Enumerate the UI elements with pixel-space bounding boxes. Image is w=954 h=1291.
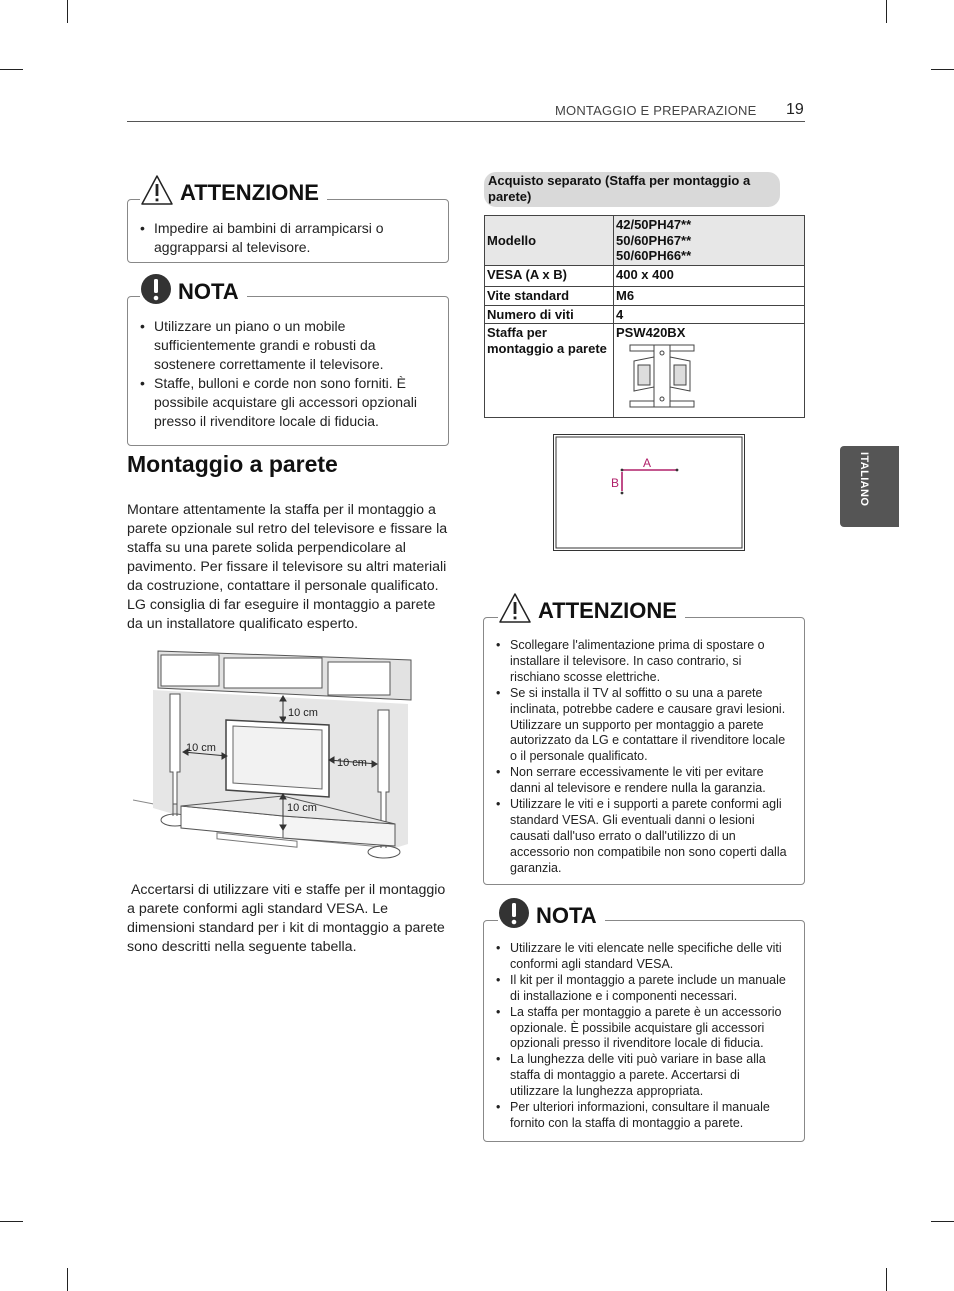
note-title-right (498, 897, 605, 935)
model-label-text: Modello (487, 232, 537, 248)
exclamation-circle-icon (498, 897, 530, 935)
intro-paragraph: Montare attentamente la staffa per il montaggio a parete opzionale sul retro del televisore e fissare la staffa su una parete solida perpendicolare al pavimento. Per fissare il televisore su altri materiali da costruzione, contattare il personale qualificato. LG consiglia di far eseguire il montaggio a parete da un installatore qualificato esperto. (127, 502, 448, 632)
crop-mark (886, 0, 887, 23)
crop-mark (931, 69, 954, 70)
caution-list (128, 219, 448, 257)
table-row (485, 305, 805, 324)
crop-mark (886, 1268, 887, 1291)
vesa-paragraph: Accertarsi di utilizzare viti e staffe per il montaggio a parete conformi agli standard VESA. Le dimensioni standard per i kit di montaggio a parete sono descritti nella seguente tabella. (127, 882, 450, 955)
crop-mark (0, 69, 23, 70)
screw-label: Vite standard (485, 287, 614, 306)
running-header: MONTAGGIO E PREPARAZIONE (555, 103, 757, 118)
note-item: • Il kit per il montaggio a parete include un manuale di installazione e i componenti necessari. (510, 973, 795, 1005)
caution-box-right (483, 617, 805, 885)
wall-bracket-icon (626, 343, 698, 409)
table-row (485, 216, 805, 266)
page-number: 19 (786, 101, 804, 118)
clearance-top-label: 10 cm (288, 707, 318, 719)
bracket-value: PSW420BX (616, 325, 686, 340)
section-heading: Montaggio a parete (127, 451, 338, 477)
note-item: • La lunghezza delle viti può variare in base alla staffa di montaggio a parete. Accertarsi di utilizzare la lunghezza appropriata. (510, 1052, 775, 1100)
bracket-cell (614, 324, 805, 418)
caution-item: • Scollegare l'alimentazione prima di spostare o installare il televisore. In caso contrario, si rischiano scosse elettriche. (510, 638, 768, 686)
clearance-bottom-label: 10 cm (287, 802, 317, 814)
caution-item: • Non serrare eccessivamente le viti per evitare danni al televisore e rendere nulla la garanzia. (510, 765, 785, 797)
language-tab (840, 446, 899, 527)
warning-triangle-icon (498, 592, 532, 630)
model-label (485, 216, 614, 266)
crop-mark (931, 1221, 954, 1222)
vesa-b-label: B (611, 476, 620, 490)
model-value: 50/60PH67** (616, 232, 692, 248)
note-title (140, 273, 247, 311)
vesa-label: VESA (A x B) (485, 265, 614, 287)
caution-item: • Se si installa il TV al soffitto o su una a parete inclinata, potrebbe cadere e causare gravi lesioni. Utilizzare un supporto per montaggio a parete autorizzato da LG e contattare il rivenditore locale o il personale qualificato. (510, 686, 795, 766)
note-title-text: NOTA (536, 903, 597, 928)
caution-item: • Utilizzare le viti e i supporti a parete conformi agli standard VESA. Gli eventuali danni o lesioni causati dall'uso errato o dall'utilizzo di un accessorio non compatibile non sono coperti dalla garanzia. (510, 797, 790, 877)
vesa-dimension-diagram (553, 434, 746, 552)
note-item: • Utilizzare un piano o un mobile sufficientemente grandi e robusti da sostenere correttamente il televisore. (154, 317, 404, 374)
caution-title-right (498, 592, 685, 630)
note-item: • Utilizzare le viti elencate nelle specifiche delle viti conformi agli standard VESA. (510, 941, 795, 973)
caution-item: • Impedire ai bambini di arrampicarsi o aggrapparsi al televisore. (154, 219, 448, 257)
clearance-right-label: 10 cm (337, 757, 367, 769)
screw-count-value: 4 (614, 305, 805, 324)
bracket-label: Staffa per montaggio a parete (485, 324, 614, 418)
vesa-a-label: A (643, 456, 652, 470)
vesa-value: 400 x 400 (614, 265, 805, 287)
crop-mark (0, 1221, 23, 1222)
table-row (485, 324, 805, 418)
caution-title-text: ATTENZIONE (538, 598, 677, 623)
header-rule (127, 121, 805, 122)
note-list-right (484, 941, 804, 1132)
note-item: • La staffa per montaggio a parete è un accessorio opzionale. È possibile acquistare gli accessori opzionali presso il rivenditore locale di fiducia. (510, 1005, 795, 1053)
table-row (485, 287, 805, 306)
note-box (127, 296, 449, 446)
caution-title-text: ATTENZIONE (180, 180, 319, 205)
note-list (128, 317, 448, 431)
warning-triangle-icon (140, 174, 174, 212)
screw-count-label: Numero di viti (485, 305, 614, 324)
crop-mark (67, 1268, 68, 1291)
exclamation-circle-icon (140, 273, 172, 311)
model-values (614, 216, 805, 266)
caution-list-right (484, 638, 804, 877)
clearance-left-label: 10 cm (186, 742, 216, 754)
screw-value: M6 (614, 287, 805, 306)
model-value: 50/60PH66** (616, 248, 692, 263)
crop-mark (67, 0, 68, 23)
installation-clearance-figure (133, 648, 449, 862)
separate-purchase-label: Acquisto separato (Staffa per montaggio a parete) (484, 172, 780, 207)
caution-title (140, 174, 327, 212)
language-tab-label: ITALIANO (858, 452, 870, 507)
note-item: • Staffe, bulloni e corde non sono forniti. È possibile acquistare gli accessori opzionali presso il rivenditore locale di fiducia. (154, 374, 429, 431)
note-title-text: NOTA (178, 279, 239, 304)
table-row (485, 265, 805, 287)
note-box-right (483, 920, 805, 1142)
wall-mount-spec-table (484, 215, 805, 418)
note-item: • Per ulteriori informazioni, consultare il manuale fornito con la staffa di montaggio a parete. (510, 1100, 785, 1132)
model-value: 42/50PH47** (616, 217, 692, 232)
